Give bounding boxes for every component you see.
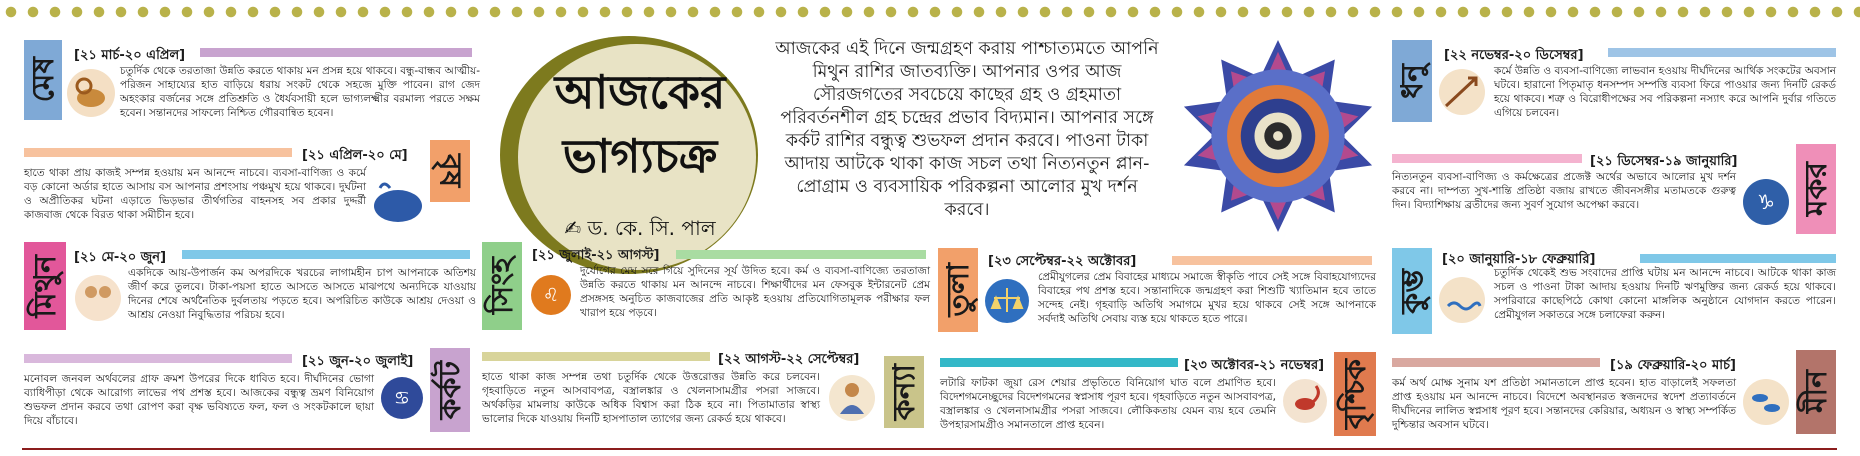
capricorn-goat-icon xyxy=(1740,176,1792,228)
sign-text-kanya: হাতে থাকা কাজ সম্পন্ন তথা চতুর্দিক থেকে উত্তরোত্তর উন্নতি করে চলবেন। গৃহবাড়িতে নতুন আসবাবপত্র, বস্ত্রালঙ্কার ও খেলনাসামগ্রীর পসরা সাজবে। অর্থকড়ির মামলায় কাউকে অধিক বিশ্বাস করা ঠিক হবে না। পিতামাতার স্বাস্থ্য ভালোর দিকে যাওয়ায় দিনটি হাসপাতাল ত্যাগের জন্য রেকর্ড হয়ে থাকবে। xyxy=(482,371,820,425)
sign-text-brishchik: লটারি ফাটকা জুয়া রেস শেয়ার প্রভৃতিতে বিনিয়োগ ঘাত বলে প্রমাণিত হবে। বিদেশগমনেচ্ছুদের বিদেশগমনের স্বপ্নসাধ পূরণ হবে। গৃহবাড়িতে নতুন আসবাবপত্র, বস্ত্রালঙ্কার ও খেলনাসামগ্রীর পসরা সাজবে। লৌকিকতায় যেমন ব্যয় হবে তেমনি উপহারসামগ্রীও সমানতালে প্রাপ্ত হবেন। xyxy=(940,377,1276,431)
author-line xyxy=(540,214,740,247)
sign-name-makar: মকর xyxy=(1798,161,1834,217)
sign-tab-tula xyxy=(938,248,978,332)
sign-tab-brishchik xyxy=(1334,352,1376,436)
page-title: আজকের ভাগ্যচক্র xyxy=(554,65,726,183)
sign-date-brishchik: [২৩ অক্টোবর-২১ নভেম্বর] xyxy=(1184,358,1325,373)
sign-name-singha: সিংহ xyxy=(484,257,520,315)
sign-date-kanya: [২২ আগস্ট-২২ সেপ্টেম্বর] xyxy=(718,352,860,367)
sign-date-mithun: [২১ মে-২০ জুন] xyxy=(74,250,167,265)
scorpio-scorpion-icon xyxy=(1280,376,1330,426)
sign-bar-dhanu xyxy=(1608,48,1836,57)
sign-tab-karkat xyxy=(430,348,470,432)
title-emblem xyxy=(500,36,758,274)
sign-date-brish: [২১ এপ্রিল-২০ মে] xyxy=(302,148,408,163)
sign-name-karkat: কর্কট xyxy=(432,360,468,420)
pisces-fish-icon xyxy=(1740,376,1792,428)
sign-name-brish: বৃষ xyxy=(432,154,468,188)
aries-ram-icon xyxy=(64,66,118,120)
sign-bar-kumbha xyxy=(1640,254,1836,263)
sign-bar-brish xyxy=(24,148,292,157)
svg-text:♑: ♑ xyxy=(1757,190,1775,214)
intro-text: আজকের এই দিনে জন্মগ্রহণ করায় পাশ্চাত্যমতে আপনি মিথুন রাশির জাতব্যক্তি। আপনার ওপর আজ সৌরজগতের সবচেয়ে কাছের গ্রহ ও গ্রহমাতা পরিবর্তনশীল গ্রহ চন্দ্রের প্রভাব বিদ্যমান। আপনার সঙ্গে কর্কট রাশির বন্ধুত্ব শুভফল প্রদান করবে। পাওনা টাকা আদায় আটকে থাকা কাজ সচল তথা নিত্যনতুন প্লান-প্রোগ্রাম ও ব্যবসায়িক পরিকল্পনা আলোর মুখ দর্শন করবে। xyxy=(775,39,1159,220)
sign-text-brish: হাতে থাকা প্রায় কাজই সম্পন্ন হওয়ায় মন আনন্দে নাচবে। ব্যবসা-বাণিজ্য ও কর্মে বড় কোনো অর্ডার হাতে আসায় বস আপনার প্রশংসায় পঞ্চমুখ হয়ে থাকবে। দুর্ঘটনা ও অপ্রীতিকর ঘটনা এড়াতে ভিড়ভার তীর্থগতির বাহনসহ সব প্রকার দুদ্দর্রী কাজবাজ থেকে বিরত থাকা সমীচীন হবে। xyxy=(24,167,366,221)
sign-text-karkat: মনোবল জনবল অর্থবলের গ্রাফ ক্রমশ উপরের দিকে ধাবিত হবে। দীর্ঘদিনের ভোগা ব্যাধিপীড়া থেকে আরোগ্য লাভের পথ প্রশস্ত হবে। আজকের বন্ধুত্ব ভ্রমণ বিনিয়োগ শুভফল প্রদান করবে তথা রোপণ করা বৃক্ষ ভবিষ্যতে ফল, ফল ও সংকটকালে ছায়া দিয়ে বাঁচাবে। xyxy=(24,373,374,427)
sign-text-dhanu: কর্মে উন্নতি ও ব্যবসা-বাণিজ্যে লাভবান হওয়ায় দীর্ঘদিনের আর্থিক সংকটের অবসান ঘটবে। হারানো পিতৃমাতৃ ধনসম্পদ সম্পত্তি ব্যবসা ফিরে পাওয়ার জন্য দিনটি রেকর্ড হয়ে থাকবে। শত্রু ও বিরোধীপক্ষের সব পরিকল্পনা নস্যাৎ করে আপনি দুর্বার গতিতে এগিয়ে চলবেন। xyxy=(1494,65,1836,119)
virgo-maiden-icon xyxy=(826,372,878,424)
sign-name-meen: মীন xyxy=(1798,370,1834,414)
sign-date-kumbha: [২০ জানুয়ারি-১৮ ফেব্রুয়ারি] xyxy=(1442,252,1596,267)
sign-date-makar: [২১ ডিসেম্বর-১৯ জানুয়ারি] xyxy=(1590,154,1738,169)
dotted-border-top xyxy=(0,4,1860,20)
sign-bar-singha xyxy=(676,250,926,259)
sign-bar-mesh xyxy=(200,48,472,57)
sign-bar-kanya xyxy=(482,352,710,361)
sign-date-karkat: [২১ জুন-২০ জুলাই] xyxy=(302,354,414,369)
sign-text-mithun: একদিকে আয়-উপার্জন কম অপরদিকে খরচের লাগামহীন চাপ আপনাকে অতিশয় জীর্ণ করে তুলবে। টাকা-পয়সা হাতে আসতে আসতে মাঝপথে অন্যদিকে যাওয়ায় দিনের শেষে অর্থনৈতিক দুর্বলতায় পড়তে হবে। অপরিচিত কাউকে আশ্রয় দেওয়া ও আশ্রয় নেওয়া নিবুদ্ধিতার পরিচয় হবে। xyxy=(128,267,476,321)
gemini-twins-icon xyxy=(72,272,124,324)
sign-date-tula: [২৩ সেপ্টেম্বর-২২ অক্টোবর] xyxy=(988,254,1137,269)
author-name: ড. কে. সি. পাল xyxy=(587,216,716,240)
sign-tab-makar xyxy=(1796,144,1836,234)
sign-tab-brish xyxy=(430,140,470,202)
sign-text-singha: দুর্যোগের মেঘ সরে গিয়ে সুদিনের সূর্য উদিত হবে। কর্ম ও ব্যবসা-বাণিজ্যে তরতাজা উন্নতি করতে থাকায় মন আনন্দে নাচবে। শিক্ষার্থীদের মন ফেসবুক ইন্টারনেট প্রেম প্রসঙ্গসহ অনুচিত কাজবাজের প্রতি আকৃষ্ট হওয়ায় প্রতিযোগিতামূলক পরীক্ষার ফল খারাপ হয়ে পড়বে। xyxy=(580,265,930,319)
svg-text:♋: ♋ xyxy=(393,388,411,409)
sign-bar-mithun xyxy=(182,250,470,259)
sign-tab-meen xyxy=(1796,350,1836,434)
sign-tab-mesh xyxy=(24,40,62,120)
sign-date-dhanu: [২২ নভেম্বর-২০ ডিসেম্বর] xyxy=(1444,48,1584,63)
sign-tab-kumbha xyxy=(1392,248,1432,334)
sign-name-kanya: কন্যা xyxy=(886,363,922,421)
sign-text-kumbha: চতুর্দিক থেকেই শুভ সংবাদের প্রাপ্তি ঘটায় মন আনন্দে নাচবে। আটকে থাকা কাজ সচল ও পাওনা টাকা আদায় হওয়ায় দিনটি ঋণমুক্তির জন্য রেকর্ড হয়ে থাকবে। সপরিবারে কাছেপিঠে কোথা কোনো মাঙ্গলিক অনুষ্ঠানে যোগদান করতে পারেন। প্রেমীযুগল সকাতরে সঙ্গে চলাফেরা করুন। xyxy=(1494,267,1836,321)
sign-bar-karkat xyxy=(24,354,292,363)
sign-date-mesh: [২১ মার্চ-২০ এপ্রিল] xyxy=(74,48,186,63)
aquarius-water-bearer-icon xyxy=(1436,274,1488,326)
sign-name-mithun: মিথুন xyxy=(27,254,63,318)
sign-text-meen: কর্ম অর্থ মোক্ষ সুনাম যশ প্রতিষ্ঠা সমানতালে প্রাপ্ত হবেন। হাত বাড়ালেই সফলতা প্রাপ্ত হওয়ায় মন আনন্দে নাচবে। বিদেশে অবস্থানরত স্বজনদের স্বদেশ প্রত্যাবর্তনে দীর্ঘদিনের লালিত স্বপ্নসাধ পূরণ হবে। সন্তানদের কেরিয়ার, অধ্যয়ন ও স্বাস্থ্য সম্পর্কিত দুশ্চিন্তার অবসান ঘটবে। xyxy=(1392,377,1736,431)
zodiac-wheel-image xyxy=(1180,38,1376,234)
cancer-symbol-icon xyxy=(378,374,426,422)
sign-bar-meen xyxy=(1392,358,1600,367)
sign-text-makar: নিত্যনতুন ব্যবসা-বাণিজ্য ও কর্মক্ষেত্রের প্রজেক্ট অর্থের অভাবে আলোর মুখ দর্শন করবে না। দাম্পত্য সুখ-শান্তি প্রতিষ্ঠা বজায় রাখতে জীবনসঙ্গীর মতামতকে গুরুত্ব দিন। বিদ্যাশিক্ষায় ব্রতীদের জন্য সুবর্ণ সুযোগ অপেক্ষা করবে। xyxy=(1392,171,1736,211)
sign-text-tula: প্রেমীযুগলের প্রেম বিবাহের মাধ্যমে সমাজে স্বীকৃতি পাবে সেই সঙ্গে বিবাহযোগ্যদের বিবাহের পথ প্রশস্ত হবে। সন্তানাদিকে জন্মগ্রহণ করা শিশুটি খ্যাতিমান হবে তাতে সন্দেহ নেই। গৃহবাড়ি অতিথি সমাগমে মুখর হয়ে থাকবে সেই সঙ্গে আপনাকে সর্বদাই অতিথি সেবায় ব্যস্ত হয়ে থাকতে হতে পারে। xyxy=(1038,271,1376,325)
sign-text-mesh: চতুর্দিক থেকে তরতাজা উন্নতি করতে থাকায় মন প্রসন্ন হয়ে থাকবে। বন্ধু-বান্ধব আত্মীয়-পরিজন সাহায্যের হাত বাড়িয়ে ধরায় সংকট থেকে সহজে মুক্তি পাবেন। রাগ জেদ অহংকার বর্জনের সঙ্গে প্রতিশ্রুতি ও ধৈর্যবসায়ী হলে ভাগ্যলক্ষ্মীর বরমাল্য পরতে সক্ষম হবেন। সন্তানদের সাফল্যে নিশ্চিত গৌরবান্বিত হবেন। xyxy=(120,65,480,119)
sign-name-kumbha: কুম্ভ xyxy=(1394,268,1430,314)
libra-scales-icon xyxy=(982,276,1032,326)
sign-bar-makar xyxy=(1392,154,1582,163)
sign-bar-brishchik xyxy=(940,358,1178,367)
sagittarius-archer-icon xyxy=(1436,66,1488,118)
sign-tab-dhanu xyxy=(1392,40,1432,122)
sign-date-meen: [১৯ ফেব্রুয়ারি-২০ মার্চ] xyxy=(1610,358,1736,373)
sign-tab-mithun xyxy=(24,242,66,330)
sign-bar-tula xyxy=(1172,256,1372,265)
bottom-rule xyxy=(22,448,1837,450)
sign-name-brishchik: বৃশ্চিক xyxy=(1337,358,1373,430)
sign-name-dhanu: ধনু xyxy=(1394,63,1430,99)
svg-text:♌: ♌ xyxy=(542,285,560,306)
pen-icon: ✍ xyxy=(564,216,588,240)
taurus-bull-icon xyxy=(370,176,426,228)
sign-name-tula: তুলা xyxy=(940,263,976,317)
sign-name-mesh: মেষ xyxy=(25,57,61,103)
sign-date-singha: [২১ জুলাই-২১ আগস্ট] xyxy=(532,248,660,263)
sign-tab-singha xyxy=(482,242,522,330)
leo-symbol-icon xyxy=(528,272,574,318)
sign-tab-kanya xyxy=(884,356,924,428)
